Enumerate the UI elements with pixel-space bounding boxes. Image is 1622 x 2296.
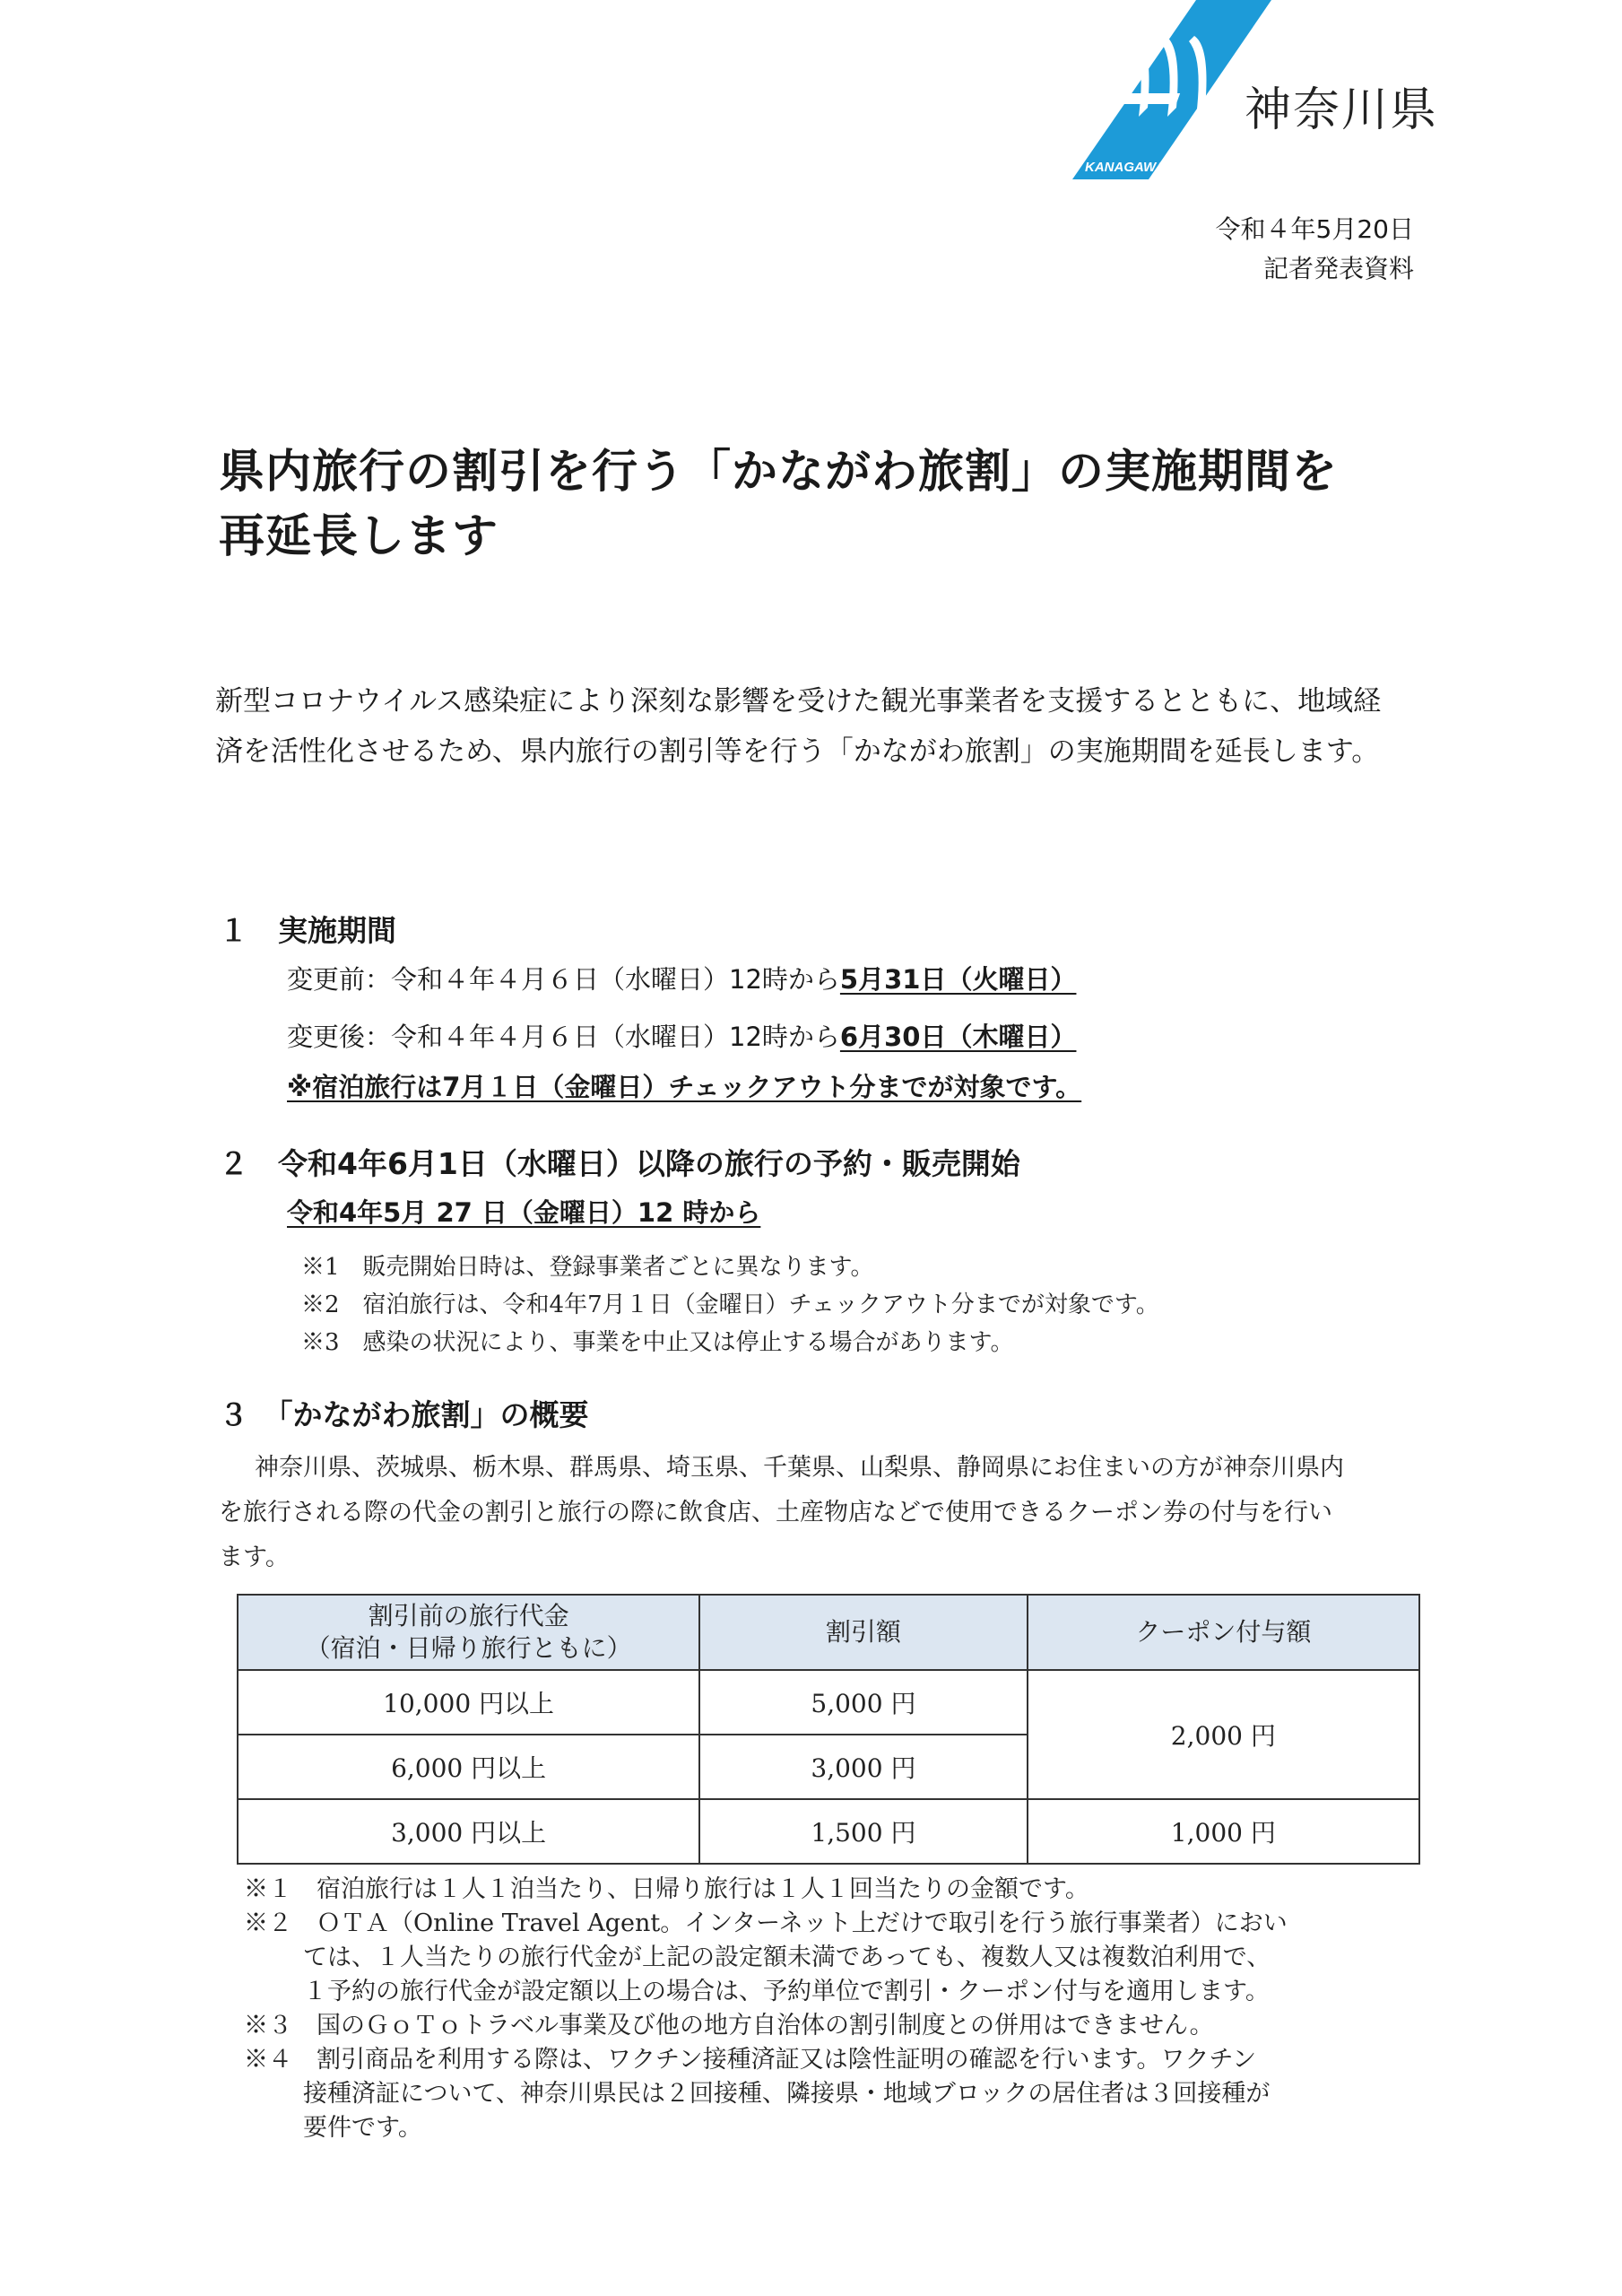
section-1-heading: １ 実施期間	[219, 913, 396, 948]
coupon-column-header: クーポン付与額	[1028, 1595, 1419, 1670]
section-2-note-3: ※3 感染の状況により、事業を中止又は停止する場合があります。	[301, 1329, 1014, 1356]
period-after	[287, 1017, 1076, 1054]
discount-table	[237, 1594, 1420, 1865]
organization-name: 神奈川県	[1245, 83, 1439, 137]
sales-start: 令和4年5月 27 日（金曜日）12 時から	[287, 1197, 761, 1228]
overview-line-2: を旅行される際の代金の割引と旅行の際に飲食店、土産物店などで使用できるクーポン券の付与を行い	[219, 1499, 1332, 1526]
section-2-note-1: ※1 販売開始日時は、登録事業者ごとに異なります。	[301, 1254, 874, 1281]
page-title-line-1: 県内旅行の割引を行う「かながわ旅割」の実施期間を	[219, 446, 1339, 499]
price-header-line-2: （宿泊・日帰り旅行ともに）	[305, 1633, 632, 1663]
price-column-header	[238, 1595, 699, 1670]
footnote-4-line-3: 要件です。	[303, 2114, 422, 2142]
table-row	[238, 1670, 1419, 1735]
footnote-4-line-1: ※４ 割引商品を利用する際は、ワクチン接種済証又は陰性証明の確認を行います。ワクチン	[244, 2046, 1257, 2074]
footnote-2-line-2: ては、１人当たりの旅行代金が上記の設定額未満であっても、複数人又は複数泊利用で、	[303, 1944, 1271, 1971]
discount-cell: 3,000 円	[699, 1735, 1027, 1799]
table-header-row	[238, 1595, 1419, 1670]
page-title-line-2: 再延長します	[219, 510, 499, 563]
period-after-end: 6月30日（木曜日）	[839, 1022, 1077, 1052]
section-3-heading: ３ 「かながわ旅割」の概要	[219, 1397, 589, 1432]
overview-line-1: 神奈川県、茨城県、栃木県、群馬県、埼玉県、千葉県、山梨県、静岡県にお住まいの方が神奈川県内	[255, 1454, 1344, 1482]
price-cell: 10,000 円以上	[238, 1670, 699, 1735]
discount-cell: 1,500 円	[699, 1799, 1027, 1864]
document-type: 記者発表資料	[1262, 254, 1414, 283]
period-before-label: 変更前：令和４年４月６日（水曜日）12時から	[287, 964, 840, 995]
section-2-note-2: ※2 宿泊旅行は、令和4年7月１日（金曜日）チェックアウト分までが対象です。	[301, 1292, 1159, 1318]
footnote-4-line-2: 接種済証について、神奈川県民は２回接種、隣接県・地域ブロックの居住者は３回接種が	[303, 2080, 1271, 2108]
coupon-cell: 1,000 円	[1028, 1799, 1419, 1864]
logo-wordmark: KANAGAWA	[1085, 160, 1166, 175]
press-date: 令和４年5月20日	[1215, 214, 1414, 244]
footnote-1: ※１ 宿泊旅行は１人１泊当たり、日帰り旅行は１人１回当たりの金額です。	[244, 1875, 1089, 1903]
period-before-end: 5月31日（火曜日）	[839, 964, 1077, 995]
period-before	[287, 960, 1076, 996]
price-header-line-1: 割引前の旅行代金	[368, 1601, 569, 1631]
discount-column-header: 割引額	[699, 1595, 1027, 1670]
coupon-cell: 2,000 円	[1028, 1670, 1419, 1799]
lodging-note: ※宿泊旅行は7月１日（金曜日）チェックアウト分までが対象です。	[287, 1072, 1082, 1102]
intro-line-2: 済を活性化させるため、県内旅行の割引等を行う「かながわ旅割」の実施期間を延長します。	[215, 735, 1380, 768]
footnote-3: ※３ 国のＧｏＴｏトラベル事業及び他の地方自治体の割引制度との併用はできません。	[244, 2012, 1214, 2039]
table-row	[238, 1799, 1419, 1864]
discount-cell: 5,000 円	[699, 1670, 1027, 1735]
intro-line-1: 新型コロナウイルス感染症により深刻な影響を受けた観光事業者を支援するとともに、地域経	[215, 685, 1382, 718]
price-cell: 3,000 円以上	[238, 1799, 699, 1864]
section-2-heading: ２ 令和4年6月1日（水曜日）以降の旅行の予約・販売開始	[219, 1146, 1020, 1181]
price-cell: 6,000 円以上	[238, 1735, 699, 1799]
footnote-2-line-1: ※２ ＯＴＡ（Online Travel Agent。インターネット上だけで取引を行う旅行事業者）におい	[244, 1909, 1288, 1937]
period-after-label: 変更後：令和４年４月６日（水曜日）12時から	[287, 1022, 840, 1052]
footnote-2-line-3: １予約の旅行代金が設定額以上の場合は、予約単位で割引・クーポン付与を適用します。	[303, 1978, 1270, 2005]
overview-line-3: ます。	[219, 1544, 290, 1571]
